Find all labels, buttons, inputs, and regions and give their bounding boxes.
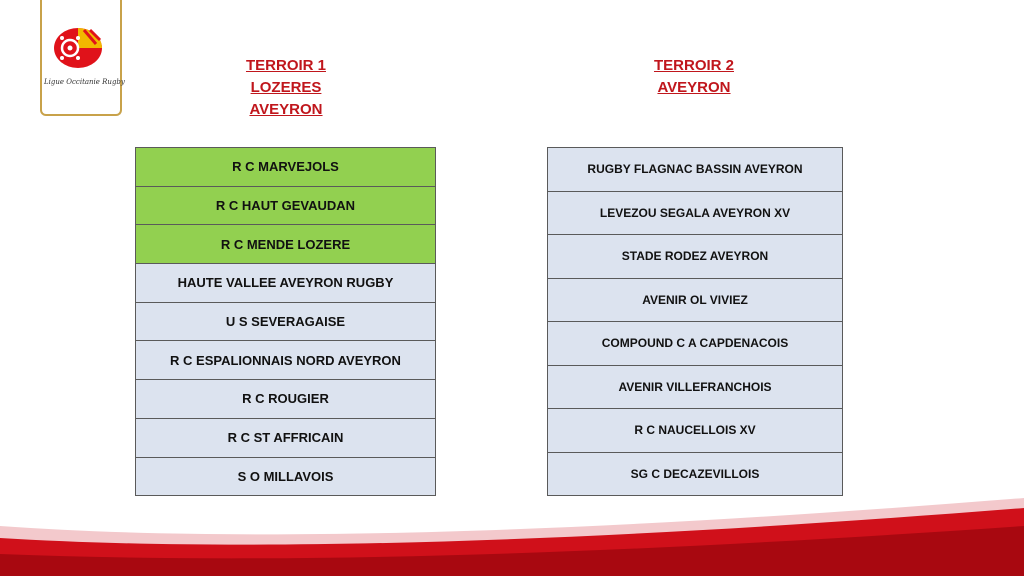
league-logo <box>40 0 125 116</box>
terroir1-team-table <box>135 147 436 496</box>
table-row: R C ST AFFRICAIN <box>136 418 436 457</box>
table-row: COMPOUND C A CAPDENACOIS <box>548 322 843 366</box>
terroir1-title: TERROIR 1 <box>245 57 326 74</box>
table-row: R C NAUCELLOIS XV <box>548 409 843 453</box>
table-row: SG C DECAZEVILLOIS <box>548 452 843 496</box>
table-row: LEVEZOU SEGALA AVEYRON XV <box>548 191 843 235</box>
table-row: S O MILLAVOIS <box>136 457 436 496</box>
table-row: U S SEVERAGAISE <box>136 302 436 341</box>
table-row: HAUTE VALLEE AVEYRON RUGBY <box>136 264 436 303</box>
terroir2-title: TERROIR 2 <box>653 57 734 74</box>
table-row: AVENIR OL VIVIEZ <box>548 278 843 322</box>
terroir2-team-table <box>547 147 843 496</box>
terroir2-line2: AVEYRON <box>657 79 731 96</box>
bottom-decorative-wave <box>0 496 1024 576</box>
table-row: AVENIR VILLEFRANCHOIS <box>548 365 843 409</box>
table-row: STADE RODEZ AVEYRON <box>548 235 843 279</box>
terroir1-line2: LOZERES <box>250 79 322 96</box>
table-row: RUGBY FLAGNAC BASSIN AVEYRON <box>548 148 843 192</box>
terroir1-line3: AVEYRON <box>249 101 323 118</box>
rugby-ball-logo-icon <box>50 22 112 74</box>
table-row: R C MARVEJOLS <box>136 148 436 187</box>
table-row: R C MENDE LOZERE <box>136 225 436 264</box>
table-row: R C ESPALIONNAIS NORD AVEYRON <box>136 341 436 380</box>
terroir2-heading <box>594 55 794 99</box>
logo-text: Ligue Occitanie Rugby <box>44 78 125 86</box>
table-row: R C ROUGIER <box>136 380 436 419</box>
table-row: R C HAUT GEVAUDAN <box>136 186 436 225</box>
terroir1-heading <box>186 55 386 121</box>
